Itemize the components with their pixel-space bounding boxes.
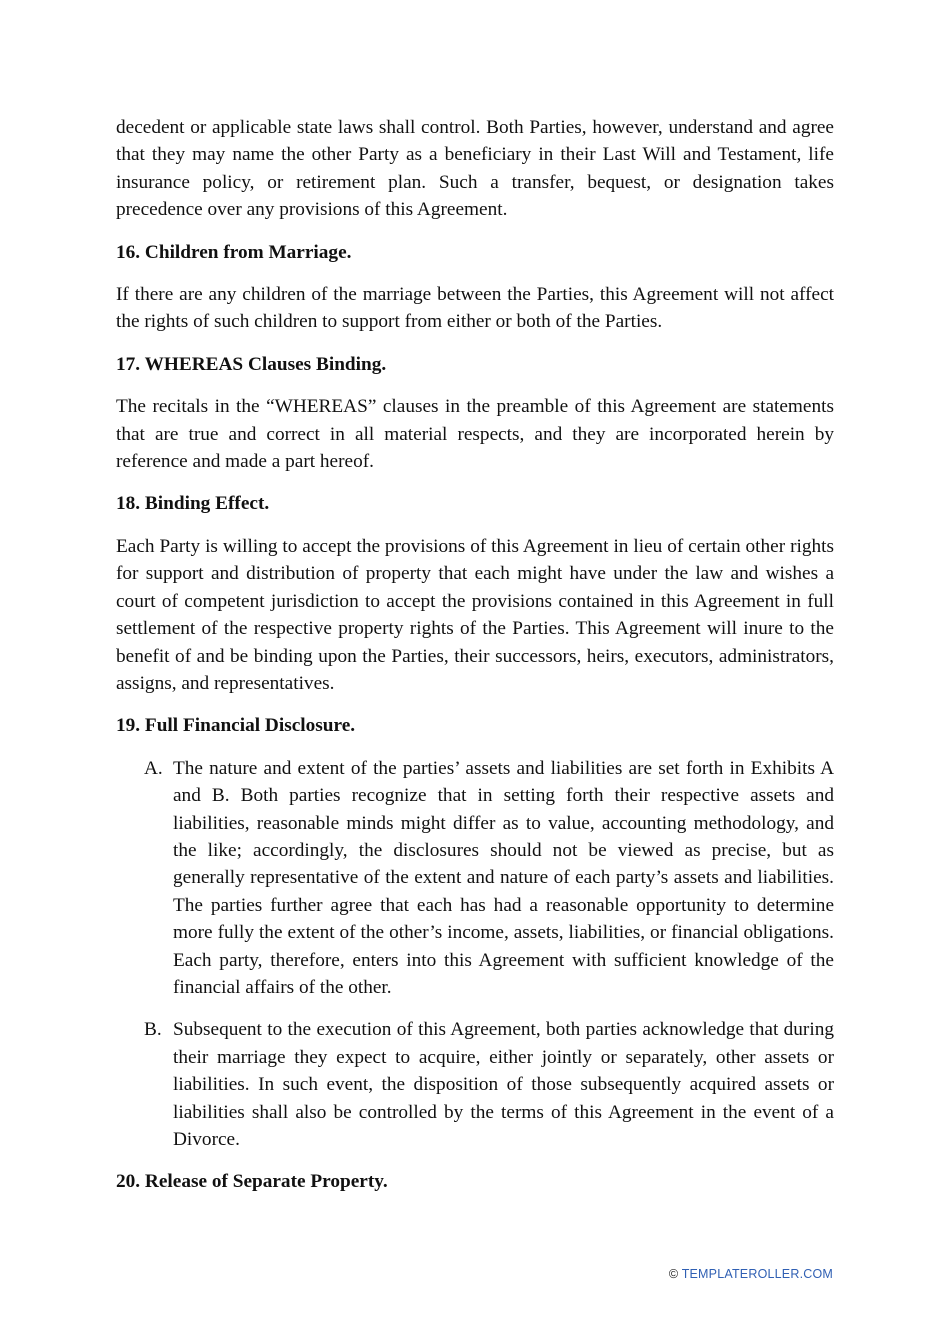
footer-credit xyxy=(669,1267,833,1281)
list-marker: B. xyxy=(144,1019,162,1041)
list-item xyxy=(116,1016,834,1153)
site-link[interactable]: TEMPLATEROLLER.COM xyxy=(681,1267,833,1281)
section-18-body: Each Party is willing to accept the provisions of this Agreement in lieu of certain other rights for support and distribution of property that each might have under the law and wishes a court of competent jurisdiction to accept the provisions contained in this Agreement in full settlement of the respective property rights of the Parties. This Agreement will inure to the benefit of and be binding upon the Parties, their successors, heirs, executors, administrators, assigns, and representatives. xyxy=(116,535,834,694)
section-16-body: If there are any children of the marriage between the Parties, this Agreement will not affect the rights of such children to support from either or both of the Parties. xyxy=(116,284,834,333)
list-item xyxy=(116,755,834,1002)
list-item-text: The nature and extent of the parties’ assets and liabilities are set forth in Exhibits A and B. Both parties recognize that in setting forth their respective assets and liabilities, reasonable minds might differ as to value, accounting methodology, and the like; accordingly, the disclosures should not be viewed as precise, but as generally representative of the extent and nature of each party’s assets and liabilities. The parties further agree that each has had a reasonable opportunity to determine more fully the extent of the other’s income, assets, liabilities, or financial obligations. Each party, therefore, enters into this Agreement with sufficient knowledge of the financial affairs of the other. xyxy=(173,757,834,998)
copyright-icon: © xyxy=(668,1267,679,1281)
disclosure-list xyxy=(116,755,834,1154)
section-18-heading: 18. Binding Effect. xyxy=(116,493,270,515)
section-17-heading: 17. WHEREAS Clauses Binding. xyxy=(116,353,387,375)
list-item-text: Subsequent to the execution of this Agreement, both parties acknowledge that during their marriage they expect to acquire, either jointly or separately, other assets or liabilities. In such event, the disposition of those subsequently acquired assets or liabilities shall also be controlled by the terms of this Agreement in the event of a Divorce. xyxy=(173,1019,834,1150)
section-17-body: The recitals in the “WHEREAS” clauses in the preamble of this Agreement are statements that are true and correct in all material respects, and they are incorporated herein by reference and made a part hereof. xyxy=(116,396,834,473)
section-20-heading: 20. Release of Separate Property. xyxy=(116,1171,388,1193)
list-marker: A. xyxy=(144,757,163,779)
section-19-heading: 19. Full Financial Disclosure. xyxy=(116,715,356,737)
section-16-heading: 16. Children from Marriage. xyxy=(116,241,352,263)
intro-paragraph: decedent or applicable state laws shall control. Both Parties, however, understand and agree that they may name the other Party as a beneficiary in their Last Will and Testament, life insurance policy, or retirement plan. Such a transfer, bequest, or designation takes precedence over any provisions of this Agreement. xyxy=(116,117,834,221)
document-page xyxy=(116,114,834,1211)
